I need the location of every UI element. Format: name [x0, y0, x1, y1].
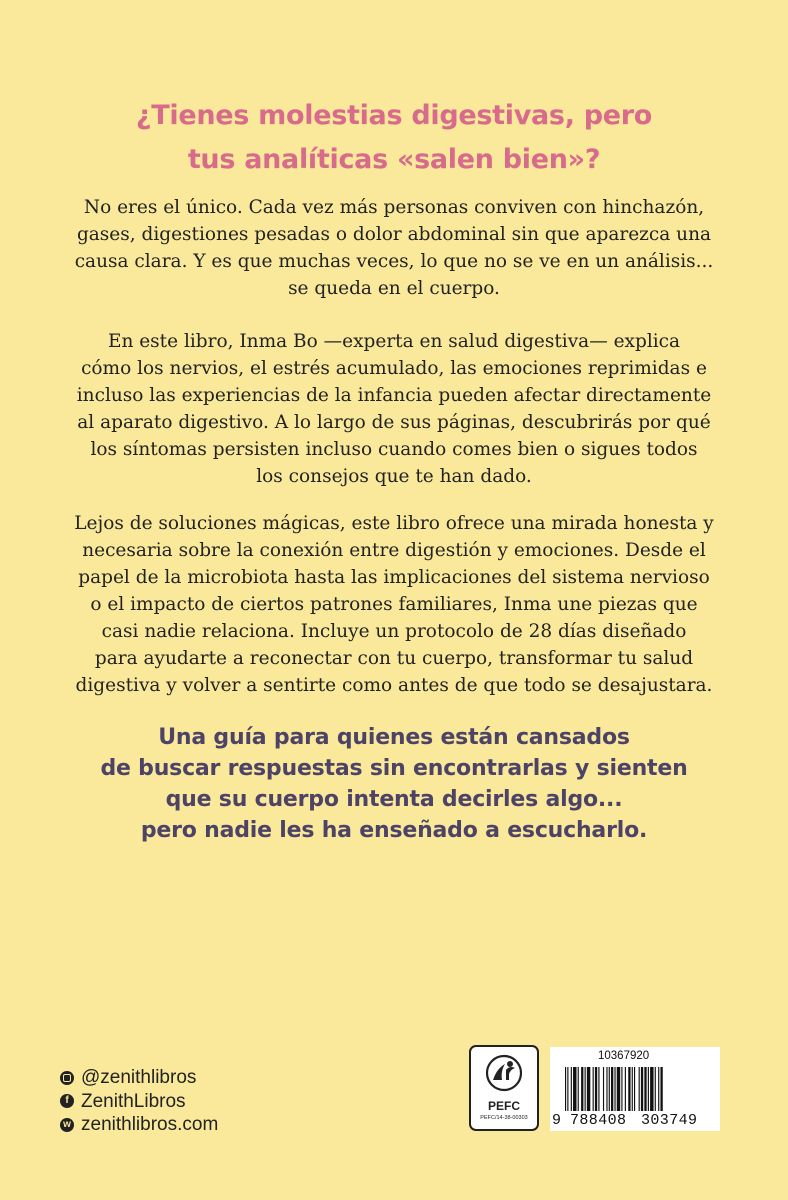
barcode-bar: [567, 1067, 568, 1111]
barcode-bar: [614, 1067, 615, 1111]
paragraph-author: [50, 328, 738, 490]
barcode-bar: [621, 1067, 622, 1111]
website-link[interactable]: [60, 1113, 218, 1137]
website-url: zenithlibros.com: [81, 1114, 219, 1135]
paragraph-line: cómo los nervios, el estrés acumulado, las emociones reprimidas e: [81, 358, 707, 379]
paragraph-line: digestiva y volver a sentirte como antes de que todo se desajustara.: [75, 675, 713, 696]
facebook-handle: ZenithLibros: [81, 1090, 186, 1112]
web-icon: w: [60, 1118, 74, 1132]
barcode-bar: [648, 1067, 649, 1111]
headline-line: tus analíticas «salen bien»?: [187, 144, 601, 175]
barcode-bar: [644, 1067, 646, 1111]
paragraph-line: casi nadie relaciona. Incluye un protocolo de 28 días diseñado: [101, 621, 687, 642]
paragraph-line: los consejos que te han dado.: [256, 466, 532, 487]
barcode-left-group: 788408: [570, 1112, 627, 1129]
paragraph-line: papel de la microbiota hasta las implicaciones del sistema nervioso: [78, 567, 710, 588]
barcode-reference: 10367920: [598, 1050, 650, 1062]
paragraph-line: los síntomas persisten incluso cuando comes bien o sigues todos: [90, 439, 698, 460]
barcode-bar: [598, 1067, 599, 1111]
tagline-line: de buscar respuestas sin encontrarlas y sienten: [100, 756, 688, 781]
paragraph-intro: [50, 194, 738, 302]
paragraph-line: gases, digestiones pesadas o dolor abdominal sin que aparezca una: [76, 224, 712, 245]
tagline-line: pero nadie les ha enseñado a escucharlo.: [140, 818, 648, 843]
barcode-bar: [639, 1067, 640, 1111]
instagram-handle: @zenithlibros: [81, 1067, 197, 1088]
barcode-bar: [581, 1067, 583, 1111]
barcode-right-group: 303749: [641, 1112, 698, 1129]
barcode-bar: [628, 1067, 630, 1111]
barcode-bar: [641, 1067, 643, 1111]
pefc-name: PEFC: [487, 1099, 520, 1113]
paragraph-content: [50, 510, 738, 699]
headline: [0, 94, 788, 182]
barcode-bar: [625, 1067, 626, 1111]
barcode-bar: [587, 1067, 590, 1111]
barcode-bar: [573, 1067, 576, 1111]
isbn-barcode: [550, 1047, 720, 1131]
tagline: [0, 722, 788, 846]
paragraph-line: Lejos de soluciones mágicas, este libro ofrece una mirada honesta y: [74, 513, 714, 534]
barcode-bar: [593, 1067, 594, 1111]
barcode-bar: [585, 1067, 586, 1111]
barcode-bars: [565, 1067, 705, 1115]
tagline-line: Una guía para quienes están cansados: [158, 725, 630, 750]
paragraph-line: o el impacto de ciertos patrones familiares, Inma une piezas que: [90, 594, 698, 615]
barcode-bar: [650, 1067, 653, 1111]
paragraph-line: causa clara. Y es que muchas veces, lo que no se ve en un análisis...: [74, 251, 714, 272]
barcode-bar: [603, 1067, 604, 1111]
barcode-bar: [655, 1067, 656, 1111]
barcode-bar: [609, 1067, 610, 1111]
paragraph-line: No eres el único. Cada vez más personas conviven con hinchazón,: [83, 197, 705, 218]
social-links: [60, 1066, 218, 1137]
barcode-bar: [565, 1067, 566, 1111]
pefc-tree-icon: [486, 1053, 522, 1093]
instagram-icon: [60, 1071, 74, 1085]
barcode-bar: [634, 1067, 635, 1111]
headline-line: ¿Tienes molestias digestivas, pero: [135, 100, 653, 131]
instagram-link[interactable]: [60, 1066, 218, 1090]
barcode-bar: [660, 1067, 662, 1111]
facebook-icon: f: [60, 1094, 74, 1108]
paragraph-line: incluso las experiencias de la infancia pueden afectar directamente: [76, 385, 712, 406]
paragraph-line: En este libro, Inma Bo —experta en salud digestiva— explica: [107, 331, 681, 352]
paragraph-line: necesaria sobre la conexión entre digestión y emociones. Desde el: [82, 540, 706, 561]
barcode-bar: [658, 1067, 659, 1111]
barcode-bar: [611, 1067, 613, 1111]
paragraph-line: se queda en el cuerpo.: [288, 278, 500, 299]
paragraph-line: al aparato digestivo. A lo largo de sus páginas, descubrirás por qué: [77, 412, 711, 433]
barcode-bar: [632, 1067, 633, 1111]
barcode-bar: [606, 1067, 607, 1111]
barcode-bar: [595, 1067, 597, 1111]
barcode-bar: [578, 1067, 579, 1111]
pefc-code: PEFC/14-38-00303: [480, 1115, 528, 1121]
barcode-bar: [571, 1067, 572, 1111]
paragraph-line: para ayudarte a reconectar con tu cuerpo, transformar tu salud: [94, 648, 694, 669]
pefc-certification: [469, 1045, 539, 1131]
barcode-bar: [617, 1067, 620, 1111]
tagline-line: que su cuerpo intenta decirles algo...: [165, 787, 623, 812]
facebook-link[interactable]: [60, 1090, 218, 1114]
barcode-first-digit: 9: [552, 1112, 562, 1129]
